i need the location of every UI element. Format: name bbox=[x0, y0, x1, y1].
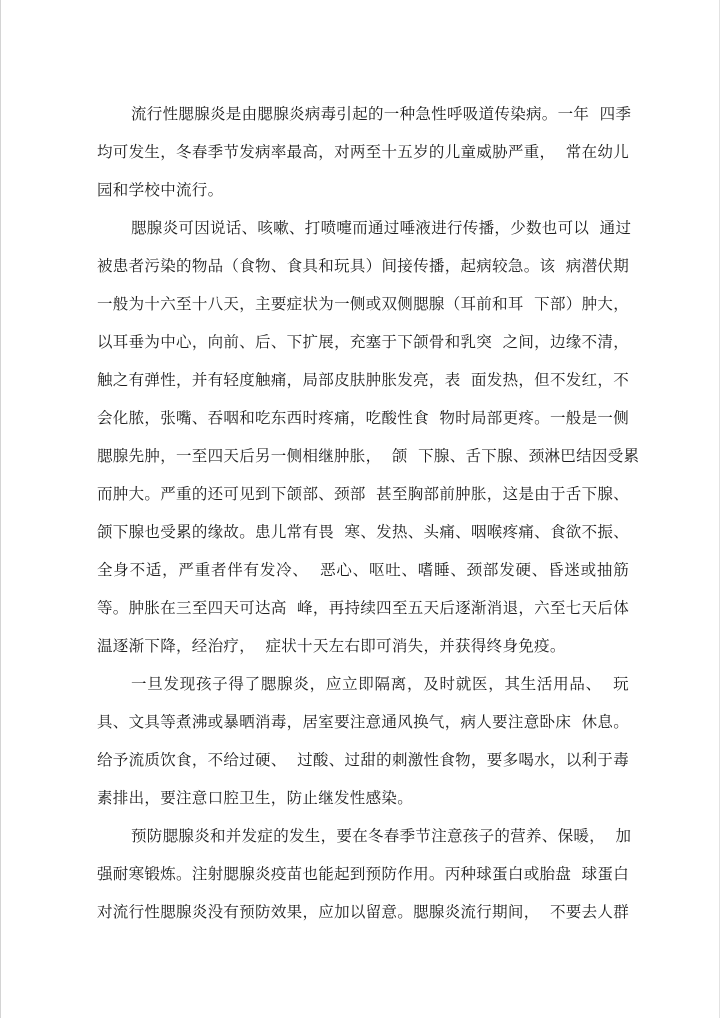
text-line: 一般为十六至十八天，主要症状为一侧或双侧腮腺（耳前和耳 下部）肿大， bbox=[97, 295, 629, 313]
text-line: 流行性腮腺炎是由腮腺炎病毒引起的一种急性呼吸道传染病。一年 四季 bbox=[131, 105, 632, 123]
text-line: 均可发生，冬春季节发病率最高，对两至十五岁的儿童威胁严重， 常在幼儿 bbox=[97, 143, 629, 161]
text-line: 给予流质饮食，不给过硬、 过酸、过甜的刺激性食物，要多喝水，以利于毒 bbox=[97, 751, 629, 769]
text-line: 温逐渐下降，经治疗， 症状十天左右即可消失，并获得终身免疫。 bbox=[97, 637, 566, 655]
text-line: 被患者污染的物品（食物、食具和玩具）间接传播，起病较急。该 病潜伏期 bbox=[97, 257, 629, 275]
text-line: 颌下腺也受累的缘故。患儿常有畏 寒、发热、头痛、咽喉疼痛、食欲不振、 bbox=[97, 523, 629, 541]
text-line: 对流行性腮腺炎没有预防效果，应加以留意。腮腺炎流行期间， 不要去人群 bbox=[97, 903, 629, 921]
text-line: 等。肿胀在三至四天可达高 峰，再持续四至五天后逐渐消退，六至七天后体 bbox=[97, 599, 629, 617]
text-line: 腮腺先肿，一至四天后另一侧相继肿胀， 颌 下腺、舌下腺、颈淋巴结因受累 bbox=[97, 447, 640, 465]
text-line: 具、文具等煮沸或暴晒消毒，居室要注意通风换气，病人要注意卧床 休息。 bbox=[97, 713, 629, 731]
text-line: 而肿大。严重的还可见到下颌部、颈部 甚至胸部前肿胀，这是由于舌下腺、 bbox=[97, 485, 629, 503]
text-line: 会化脓，张嘴、吞咽和吃东西时疼痛，吃酸性食 物时局部更疼。一般是一侧 bbox=[97, 409, 629, 427]
text-line: 园和学校中流行。 bbox=[97, 181, 224, 199]
text-line: 触之有弹性，并有轻度触痛，局部皮肤肿胀发亮，表 面发热，但不发红，不 bbox=[97, 371, 629, 389]
text-line: 全身不适，严重者伴有发冷、 恶心、呕吐、嗜睡、颈部发硬、昏迷或抽筋 bbox=[97, 561, 629, 579]
text-line: 强耐寒锻炼。注射腮腺炎疫苗也能起到预防作用。丙种球蛋白或胎盘 球蛋白 bbox=[97, 865, 629, 883]
text-line: 一旦发现孩子得了腮腺炎，应立即隔离，及时就医，其生活用品、 玩 bbox=[131, 675, 629, 693]
text-line: 预防腮腺炎和并发症的发生，要在冬春季节注意孩子的营养、保暖， 加 bbox=[131, 827, 632, 845]
text-line: 腮腺炎可因说话、咳嗽、打喷嚏而通过唾液进行传播，少数也可以 通过 bbox=[131, 219, 632, 237]
text-line: 以耳垂为中心，向前、后、下扩展，充塞于下颌骨和乳突 之间，边缘不清， bbox=[97, 333, 629, 351]
text-line: 素排出，要注意口腔卫生，防止继发性感染。 bbox=[97, 789, 414, 807]
